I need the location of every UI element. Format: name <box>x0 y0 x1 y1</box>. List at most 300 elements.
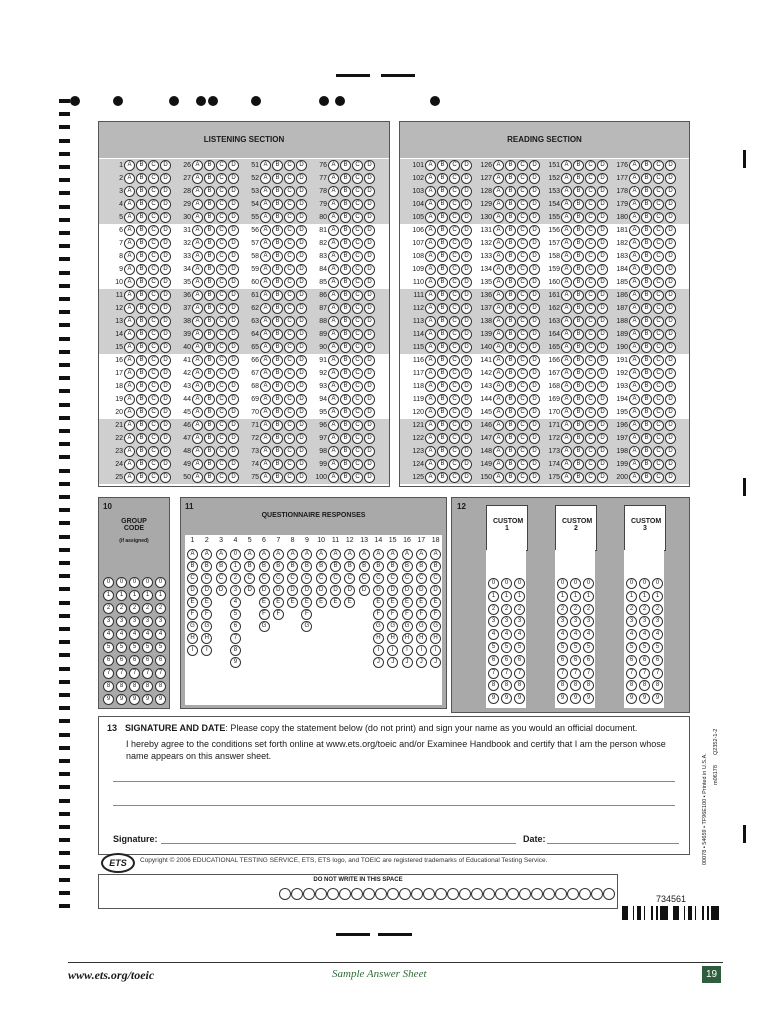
answer-bubble[interactable]: A <box>629 316 640 327</box>
answer-bubble[interactable]: B <box>136 316 147 327</box>
questionnaire-bubble[interactable]: 6 <box>230 621 241 632</box>
answer-bubble[interactable]: B <box>573 394 584 405</box>
answer-bubble[interactable]: C <box>216 160 227 171</box>
answer-bubble[interactable]: D <box>461 290 472 301</box>
answer-bubble[interactable]: A <box>328 251 339 262</box>
questionnaire-bubble[interactable]: F <box>416 609 427 620</box>
answer-bubble[interactable]: B <box>437 472 448 483</box>
questionnaire-bubble[interactable]: J <box>430 657 441 668</box>
answer-bubble[interactable]: B <box>641 251 652 262</box>
answer-bubble[interactable]: C <box>653 290 664 301</box>
answer-bubble[interactable]: D <box>160 459 171 470</box>
answer-bubble[interactable]: A <box>425 160 436 171</box>
questionnaire-bubble[interactable]: H <box>416 633 427 644</box>
custom-bubble[interactable]: 9 <box>626 693 637 704</box>
answer-bubble[interactable]: C <box>352 160 363 171</box>
answer-bubble[interactable]: B <box>573 212 584 223</box>
answer-bubble[interactable]: A <box>425 186 436 197</box>
answer-bubble[interactable]: A <box>493 316 504 327</box>
answer-bubble[interactable]: C <box>449 472 460 483</box>
answer-bubble[interactable]: D <box>228 277 239 288</box>
answer-bubble[interactable]: C <box>216 381 227 392</box>
custom-bubble[interactable]: 4 <box>501 629 512 640</box>
questionnaire-bubble[interactable]: E <box>373 597 384 608</box>
answer-bubble[interactable]: C <box>653 160 664 171</box>
questionnaire-bubble[interactable]: H <box>402 633 413 644</box>
answer-bubble[interactable]: A <box>328 238 339 249</box>
answer-bubble[interactable]: C <box>449 264 460 275</box>
answer-bubble[interactable]: D <box>461 199 472 210</box>
answer-bubble[interactable]: A <box>260 394 271 405</box>
answer-bubble[interactable]: A <box>629 342 640 353</box>
group-code-bubble[interactable]: 8 <box>129 681 140 692</box>
custom-bubble[interactable]: 3 <box>639 616 650 627</box>
answer-bubble[interactable]: B <box>505 433 516 444</box>
answer-bubble[interactable]: B <box>505 368 516 379</box>
answer-bubble[interactable]: A <box>561 264 572 275</box>
answer-bubble[interactable]: C <box>352 472 363 483</box>
answer-bubble[interactable]: C <box>449 225 460 236</box>
answer-bubble[interactable]: C <box>585 251 596 262</box>
answer-bubble[interactable]: B <box>641 264 652 275</box>
group-code-bubble[interactable]: 9 <box>142 694 153 705</box>
answer-bubble[interactable]: B <box>573 290 584 301</box>
answer-bubble[interactable]: C <box>284 264 295 275</box>
answer-bubble[interactable]: A <box>493 342 504 353</box>
answer-bubble[interactable]: A <box>561 446 572 457</box>
answer-bubble[interactable]: B <box>204 290 215 301</box>
answer-bubble[interactable]: D <box>597 433 608 444</box>
answer-bubble[interactable]: B <box>340 394 351 405</box>
questionnaire-bubble[interactable]: F <box>273 609 284 620</box>
answer-bubble[interactable]: A <box>192 290 203 301</box>
answer-bubble[interactable]: C <box>284 446 295 457</box>
answer-bubble[interactable]: C <box>148 186 159 197</box>
answer-bubble[interactable]: C <box>585 199 596 210</box>
answer-bubble[interactable]: B <box>272 407 283 418</box>
custom-bubble[interactable]: 1 <box>488 591 499 602</box>
answer-bubble[interactable]: A <box>629 394 640 405</box>
answer-bubble[interactable]: C <box>148 433 159 444</box>
custom-bubble[interactable]: 4 <box>488 629 499 640</box>
answer-bubble[interactable]: A <box>561 212 572 223</box>
answer-bubble[interactable]: A <box>260 472 271 483</box>
answer-bubble[interactable]: A <box>561 420 572 431</box>
answer-bubble[interactable]: A <box>493 407 504 418</box>
questionnaire-bubble[interactable]: D <box>259 585 270 596</box>
questionnaire-bubble[interactable]: C <box>273 573 284 584</box>
answer-bubble[interactable]: B <box>437 225 448 236</box>
answer-bubble[interactable]: B <box>573 316 584 327</box>
answer-bubble[interactable]: B <box>437 238 448 249</box>
answer-bubble[interactable]: D <box>228 394 239 405</box>
answer-bubble[interactable]: C <box>284 472 295 483</box>
answer-bubble[interactable]: D <box>364 433 375 444</box>
answer-bubble[interactable]: C <box>585 446 596 457</box>
questionnaire-bubble[interactable]: E <box>201 597 212 608</box>
answer-bubble[interactable]: B <box>437 433 448 444</box>
answer-bubble[interactable]: D <box>160 212 171 223</box>
answer-bubble[interactable]: C <box>216 433 227 444</box>
answer-bubble[interactable]: D <box>529 290 540 301</box>
group-code-bubble[interactable]: 4 <box>142 629 153 640</box>
answer-bubble[interactable]: B <box>272 251 283 262</box>
answer-bubble[interactable]: A <box>561 394 572 405</box>
answer-bubble[interactable]: C <box>585 212 596 223</box>
answer-bubble[interactable]: C <box>216 329 227 340</box>
answer-bubble[interactable]: C <box>585 472 596 483</box>
group-code-bubble[interactable]: 5 <box>116 642 127 653</box>
answer-bubble[interactable]: B <box>204 394 215 405</box>
answer-bubble[interactable]: B <box>136 420 147 431</box>
answer-bubble[interactable]: B <box>641 199 652 210</box>
answer-bubble[interactable]: D <box>461 342 472 353</box>
answer-bubble[interactable]: A <box>124 433 135 444</box>
questionnaire-bubble[interactable]: E <box>402 597 413 608</box>
group-code-bubble[interactable]: 5 <box>129 642 140 653</box>
answer-bubble[interactable]: A <box>192 368 203 379</box>
answer-bubble[interactable]: D <box>529 459 540 470</box>
answer-bubble[interactable]: B <box>437 212 448 223</box>
custom-bubble[interactable]: 0 <box>514 578 525 589</box>
answer-bubble[interactable]: D <box>296 199 307 210</box>
answer-bubble[interactable]: B <box>204 303 215 314</box>
questionnaire-bubble[interactable]: G <box>187 621 198 632</box>
answer-bubble[interactable]: D <box>228 472 239 483</box>
answer-bubble[interactable]: C <box>148 368 159 379</box>
answer-bubble[interactable]: D <box>296 355 307 366</box>
answer-bubble[interactable]: B <box>136 238 147 249</box>
answer-bubble[interactable]: A <box>561 368 572 379</box>
answer-bubble[interactable]: B <box>505 394 516 405</box>
questionnaire-bubble[interactable]: F <box>387 609 398 620</box>
group-code-bubble[interactable]: 1 <box>155 590 166 601</box>
answer-bubble[interactable]: B <box>340 316 351 327</box>
questionnaire-bubble[interactable]: B <box>430 561 441 572</box>
answer-bubble[interactable]: A <box>192 199 203 210</box>
answer-bubble[interactable]: C <box>653 186 664 197</box>
answer-bubble[interactable]: B <box>505 381 516 392</box>
answer-bubble[interactable]: D <box>529 355 540 366</box>
answer-bubble[interactable]: B <box>505 186 516 197</box>
answer-bubble[interactable]: D <box>461 472 472 483</box>
answer-bubble[interactable]: D <box>461 394 472 405</box>
questionnaire-bubble[interactable]: A <box>359 549 370 560</box>
answer-bubble[interactable]: D <box>228 420 239 431</box>
questionnaire-bubble[interactable]: B <box>330 561 341 572</box>
answer-bubble[interactable]: D <box>529 160 540 171</box>
answer-bubble[interactable]: D <box>160 420 171 431</box>
custom-bubble[interactable]: 5 <box>583 642 594 653</box>
answer-bubble[interactable]: B <box>340 277 351 288</box>
answer-bubble[interactable]: C <box>352 264 363 275</box>
answer-bubble[interactable]: B <box>204 186 215 197</box>
answer-bubble[interactable]: C <box>352 251 363 262</box>
answer-bubble[interactable]: B <box>204 225 215 236</box>
answer-bubble[interactable]: B <box>272 433 283 444</box>
answer-bubble[interactable]: A <box>425 472 436 483</box>
answer-bubble[interactable]: A <box>192 173 203 184</box>
answer-bubble[interactable]: D <box>461 381 472 392</box>
answer-bubble[interactable]: C <box>449 459 460 470</box>
answer-bubble[interactable]: C <box>148 342 159 353</box>
answer-bubble[interactable]: A <box>561 407 572 418</box>
answer-bubble[interactable]: D <box>228 303 239 314</box>
group-code-bubble[interactable]: 3 <box>103 616 114 627</box>
answer-bubble[interactable]: C <box>517 264 528 275</box>
answer-bubble[interactable]: A <box>192 355 203 366</box>
answer-bubble[interactable]: C <box>449 277 460 288</box>
group-code-bubble[interactable]: 7 <box>116 668 127 679</box>
answer-bubble[interactable]: C <box>352 368 363 379</box>
answer-bubble[interactable]: D <box>296 381 307 392</box>
questionnaire-bubble[interactable]: B <box>373 561 384 572</box>
answer-bubble[interactable]: A <box>124 186 135 197</box>
answer-bubble[interactable]: C <box>148 355 159 366</box>
questionnaire-bubble[interactable]: C <box>201 573 212 584</box>
answer-bubble[interactable]: B <box>204 264 215 275</box>
questionnaire-bubble[interactable]: G <box>416 621 427 632</box>
answer-bubble[interactable]: A <box>192 251 203 262</box>
group-code-bubble[interactable]: 0 <box>142 577 153 588</box>
answer-bubble[interactable]: C <box>585 264 596 275</box>
answer-bubble[interactable]: B <box>272 472 283 483</box>
questionnaire-bubble[interactable]: E <box>287 597 298 608</box>
answer-bubble[interactable]: A <box>328 355 339 366</box>
questionnaire-bubble[interactable]: D <box>373 585 384 596</box>
answer-bubble[interactable]: B <box>437 394 448 405</box>
answer-bubble[interactable]: B <box>272 186 283 197</box>
answer-bubble[interactable]: A <box>425 342 436 353</box>
answer-bubble[interactable]: C <box>216 225 227 236</box>
group-code-bubble[interactable]: 8 <box>142 681 153 692</box>
answer-bubble[interactable]: C <box>284 355 295 366</box>
answer-bubble[interactable]: D <box>296 472 307 483</box>
questionnaire-bubble[interactable]: B <box>387 561 398 572</box>
answer-bubble[interactable]: D <box>461 316 472 327</box>
answer-bubble[interactable]: D <box>228 238 239 249</box>
answer-bubble[interactable]: D <box>597 316 608 327</box>
answer-bubble[interactable]: A <box>425 264 436 275</box>
answer-bubble[interactable]: D <box>529 329 540 340</box>
custom-bubble[interactable]: 9 <box>652 693 663 704</box>
questionnaire-bubble[interactable]: D <box>187 585 198 596</box>
group-code-bubble[interactable]: 2 <box>103 603 114 614</box>
group-code-bubble[interactable]: 5 <box>103 642 114 653</box>
answer-bubble[interactable]: D <box>364 316 375 327</box>
answer-bubble[interactable]: D <box>461 238 472 249</box>
custom-bubble[interactable]: 5 <box>514 642 525 653</box>
answer-bubble[interactable]: B <box>505 407 516 418</box>
answer-bubble[interactable]: D <box>665 472 676 483</box>
group-code-bubble[interactable]: 7 <box>103 668 114 679</box>
answer-bubble[interactable]: D <box>529 381 540 392</box>
answer-bubble[interactable]: A <box>124 381 135 392</box>
questionnaire-bubble[interactable]: B <box>316 561 327 572</box>
answer-bubble[interactable]: C <box>216 251 227 262</box>
answer-bubble[interactable]: C <box>216 459 227 470</box>
answer-bubble[interactable]: D <box>296 251 307 262</box>
custom-bubble[interactable]: 6 <box>514 655 525 666</box>
questionnaire-bubble[interactable]: B <box>244 561 255 572</box>
answer-bubble[interactable]: B <box>641 212 652 223</box>
answer-bubble[interactable]: B <box>437 407 448 418</box>
answer-bubble[interactable]: D <box>461 446 472 457</box>
questionnaire-bubble[interactable]: J <box>402 657 413 668</box>
answer-bubble[interactable]: D <box>296 290 307 301</box>
answer-bubble[interactable]: C <box>284 368 295 379</box>
answer-bubble[interactable]: D <box>160 472 171 483</box>
answer-bubble[interactable]: D <box>160 316 171 327</box>
answer-bubble[interactable]: C <box>517 433 528 444</box>
answer-bubble[interactable]: B <box>340 368 351 379</box>
answer-bubble[interactable]: B <box>272 394 283 405</box>
custom-bubble[interactable]: 2 <box>570 604 581 615</box>
group-code-bubble[interactable]: 1 <box>129 590 140 601</box>
answer-bubble[interactable]: A <box>629 381 640 392</box>
questionnaire-bubble[interactable]: H <box>187 633 198 644</box>
questionnaire-bubble[interactable]: G <box>301 621 312 632</box>
questionnaire-bubble[interactable]: D <box>301 585 312 596</box>
answer-bubble[interactable]: B <box>641 446 652 457</box>
custom-bubble[interactable]: 4 <box>626 629 637 640</box>
custom-bubble[interactable]: 2 <box>514 604 525 615</box>
custom-bubble[interactable]: 8 <box>583 680 594 691</box>
answer-bubble[interactable]: B <box>641 459 652 470</box>
questionnaire-bubble[interactable]: E <box>187 597 198 608</box>
answer-bubble[interactable]: B <box>437 160 448 171</box>
questionnaire-bubble[interactable]: C <box>344 573 355 584</box>
answer-bubble[interactable]: B <box>573 459 584 470</box>
answer-bubble[interactable]: C <box>449 290 460 301</box>
answer-bubble[interactable]: C <box>449 446 460 457</box>
questionnaire-bubble[interactable]: D <box>359 585 370 596</box>
answer-bubble[interactable]: B <box>272 225 283 236</box>
answer-bubble[interactable]: B <box>272 238 283 249</box>
answer-bubble[interactable]: B <box>573 199 584 210</box>
answer-bubble[interactable]: A <box>629 446 640 457</box>
answer-bubble[interactable]: D <box>160 251 171 262</box>
answer-bubble[interactable]: D <box>597 264 608 275</box>
answer-bubble[interactable]: A <box>425 355 436 366</box>
answer-bubble[interactable]: A <box>561 290 572 301</box>
answer-bubble[interactable]: A <box>629 160 640 171</box>
answer-bubble[interactable]: B <box>437 446 448 457</box>
group-code-bubble[interactable]: 0 <box>155 577 166 588</box>
custom-bubble[interactable]: 2 <box>488 604 499 615</box>
answer-bubble[interactable]: D <box>461 264 472 275</box>
answer-bubble[interactable]: B <box>204 277 215 288</box>
answer-bubble[interactable]: A <box>425 381 436 392</box>
answer-bubble[interactable]: D <box>461 225 472 236</box>
answer-bubble[interactable]: B <box>340 186 351 197</box>
answer-bubble[interactable]: B <box>136 329 147 340</box>
answer-bubble[interactable]: D <box>665 290 676 301</box>
answer-bubble[interactable]: D <box>364 160 375 171</box>
answer-bubble[interactable]: D <box>160 394 171 405</box>
answer-bubble[interactable]: C <box>284 316 295 327</box>
answer-bubble[interactable]: A <box>425 407 436 418</box>
answer-bubble[interactable]: C <box>517 186 528 197</box>
answer-bubble[interactable]: A <box>192 225 203 236</box>
custom-bubble[interactable]: 8 <box>652 680 663 691</box>
custom-bubble[interactable]: 7 <box>583 668 594 679</box>
answer-bubble[interactable]: D <box>228 381 239 392</box>
answer-bubble[interactable]: C <box>284 225 295 236</box>
answer-bubble[interactable]: B <box>136 368 147 379</box>
questionnaire-bubble[interactable]: G <box>201 621 212 632</box>
answer-bubble[interactable]: C <box>216 420 227 431</box>
answer-bubble[interactable]: B <box>573 433 584 444</box>
answer-bubble[interactable]: D <box>529 264 540 275</box>
answer-bubble[interactable]: A <box>192 472 203 483</box>
answer-bubble[interactable]: C <box>216 446 227 457</box>
answer-bubble[interactable]: B <box>340 329 351 340</box>
answer-bubble[interactable]: D <box>665 355 676 366</box>
answer-bubble[interactable]: C <box>517 381 528 392</box>
questionnaire-bubble[interactable]: H <box>373 633 384 644</box>
answer-bubble[interactable]: D <box>364 199 375 210</box>
answer-bubble[interactable]: D <box>461 303 472 314</box>
answer-bubble[interactable]: B <box>136 303 147 314</box>
answer-bubble[interactable]: B <box>272 342 283 353</box>
answer-bubble[interactable]: B <box>641 303 652 314</box>
questionnaire-bubble[interactable]: A <box>287 549 298 560</box>
answer-bubble[interactable]: A <box>425 277 436 288</box>
answer-bubble[interactable]: A <box>328 368 339 379</box>
answer-bubble[interactable]: C <box>216 472 227 483</box>
answer-bubble[interactable]: C <box>653 381 664 392</box>
answer-bubble[interactable]: D <box>160 381 171 392</box>
answer-bubble[interactable]: B <box>136 277 147 288</box>
answer-bubble[interactable]: C <box>148 160 159 171</box>
answer-bubble[interactable]: B <box>573 264 584 275</box>
answer-bubble[interactable]: C <box>517 407 528 418</box>
answer-bubble[interactable]: C <box>284 251 295 262</box>
answer-bubble[interactable]: A <box>425 420 436 431</box>
custom-bubble[interactable]: 1 <box>583 591 594 602</box>
questionnaire-bubble[interactable]: E <box>330 597 341 608</box>
questionnaire-bubble[interactable]: A <box>187 549 198 560</box>
answer-bubble[interactable]: D <box>461 420 472 431</box>
answer-bubble[interactable]: D <box>160 407 171 418</box>
answer-bubble[interactable]: B <box>340 342 351 353</box>
custom-bubble[interactable]: 0 <box>570 578 581 589</box>
answer-bubble[interactable]: A <box>124 160 135 171</box>
answer-bubble[interactable]: D <box>665 199 676 210</box>
answer-bubble[interactable]: A <box>328 303 339 314</box>
answer-bubble[interactable]: D <box>529 303 540 314</box>
custom-bubble[interactable]: 1 <box>514 591 525 602</box>
answer-bubble[interactable]: A <box>328 329 339 340</box>
answer-bubble[interactable]: D <box>228 316 239 327</box>
answer-bubble[interactable]: B <box>505 199 516 210</box>
answer-bubble[interactable]: A <box>192 238 203 249</box>
answer-bubble[interactable]: A <box>561 160 572 171</box>
answer-bubble[interactable]: C <box>216 264 227 275</box>
answer-bubble[interactable]: B <box>340 160 351 171</box>
group-code-bubble[interactable]: 8 <box>103 681 114 692</box>
answer-bubble[interactable]: B <box>573 238 584 249</box>
answer-bubble[interactable]: C <box>352 420 363 431</box>
answer-bubble[interactable]: A <box>493 472 504 483</box>
group-code-bubble[interactable]: 4 <box>155 629 166 640</box>
answer-bubble[interactable]: C <box>216 199 227 210</box>
answer-bubble[interactable]: A <box>629 433 640 444</box>
questionnaire-bubble[interactable]: C <box>316 573 327 584</box>
answer-bubble[interactable]: B <box>573 303 584 314</box>
questionnaire-bubble[interactable]: J <box>373 657 384 668</box>
